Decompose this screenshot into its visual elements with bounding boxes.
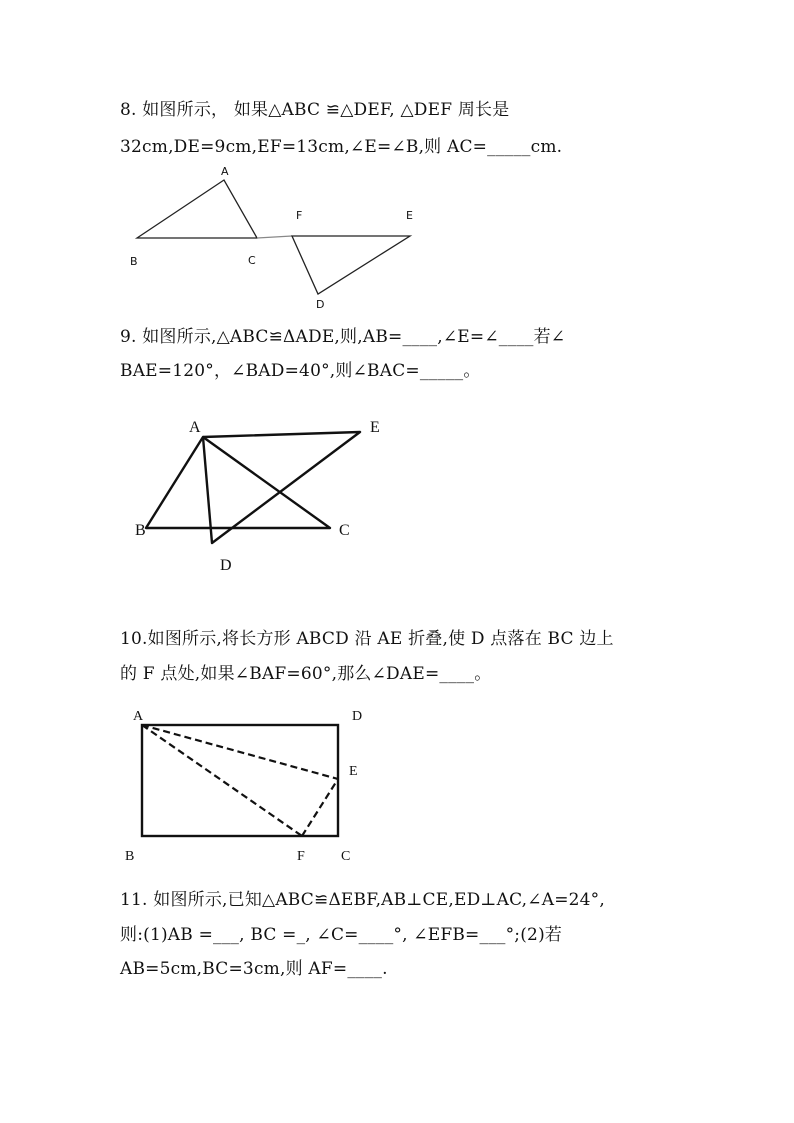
q8-text-line1	[120, 100, 680, 120]
q8-triangle-abc	[137, 180, 257, 238]
q9-segment-ac	[203, 437, 330, 528]
q9-label-c: C	[339, 522, 350, 539]
q11-text-line3: AB=5cm,BC=3cm,则 AF=____.	[120, 959, 388, 979]
q10-label-d: D	[352, 709, 363, 724]
q8-label-f: F	[296, 209, 303, 222]
q8-label-b: B	[130, 255, 138, 268]
q9-text-line1: 9. 如图所示,△ABC≌ΔADE,则,AB=____,∠E=∠____若∠	[120, 327, 566, 347]
q8-label-c: C	[248, 254, 256, 267]
q10-label-a: A	[133, 709, 144, 724]
q8-label-d: D	[316, 298, 325, 311]
q10-label-c: C	[341, 849, 351, 864]
q10-fold-fe	[302, 779, 338, 836]
q9-label-a: A	[189, 419, 201, 436]
q11-text-line2: 则:(1)AB =___, BC =_, ∠C=____°, ∠EFB=___°;(2)若	[120, 925, 563, 945]
q8-text-line2: 32cm,DE=9cm,EF=13cm,∠E=∠B,则 AC=_____cm.	[120, 137, 563, 157]
q10-fold-ae	[142, 725, 338, 779]
q9-text-line2: BAE=120°，∠BAD=40°,则∠BAC=_____。	[120, 361, 481, 381]
q10-rectangle-abcd	[142, 725, 338, 836]
q8-label-e: E	[406, 209, 413, 222]
q10-text-line1: 10.如图所示,将长方形 ABCD 沿 AE 折叠,使 D 点落在 BC 边上	[120, 629, 614, 649]
q9-label-d: D	[220, 557, 232, 574]
q8-line1-text: 8. 如图所示， 如果△ABC ≌△DEF, △DEF 周长是	[120, 100, 510, 120]
q10-label-e: E	[349, 764, 358, 779]
q8-triangle-def	[292, 236, 410, 294]
q10-fold-af	[142, 725, 302, 836]
q9-triangle-abc	[146, 437, 330, 528]
q10-text-line2: 的 F 点处,如果∠BAF=60°,那么∠DAE=____。	[120, 664, 492, 684]
q8-label-a: A	[221, 165, 229, 178]
q11-text-line1: 11. 如图所示,已知△ABC≌ΔEBF,AB⊥CE,ED⊥AC,∠A=24°,	[120, 890, 605, 910]
q9-label-b: B	[135, 522, 146, 539]
q10-label-f: F	[297, 849, 305, 864]
q9-label-e: E	[370, 419, 380, 436]
q10-label-b: B	[125, 849, 135, 864]
q8-connector-cf	[257, 236, 292, 238]
q9-triangle-ade	[203, 432, 360, 543]
